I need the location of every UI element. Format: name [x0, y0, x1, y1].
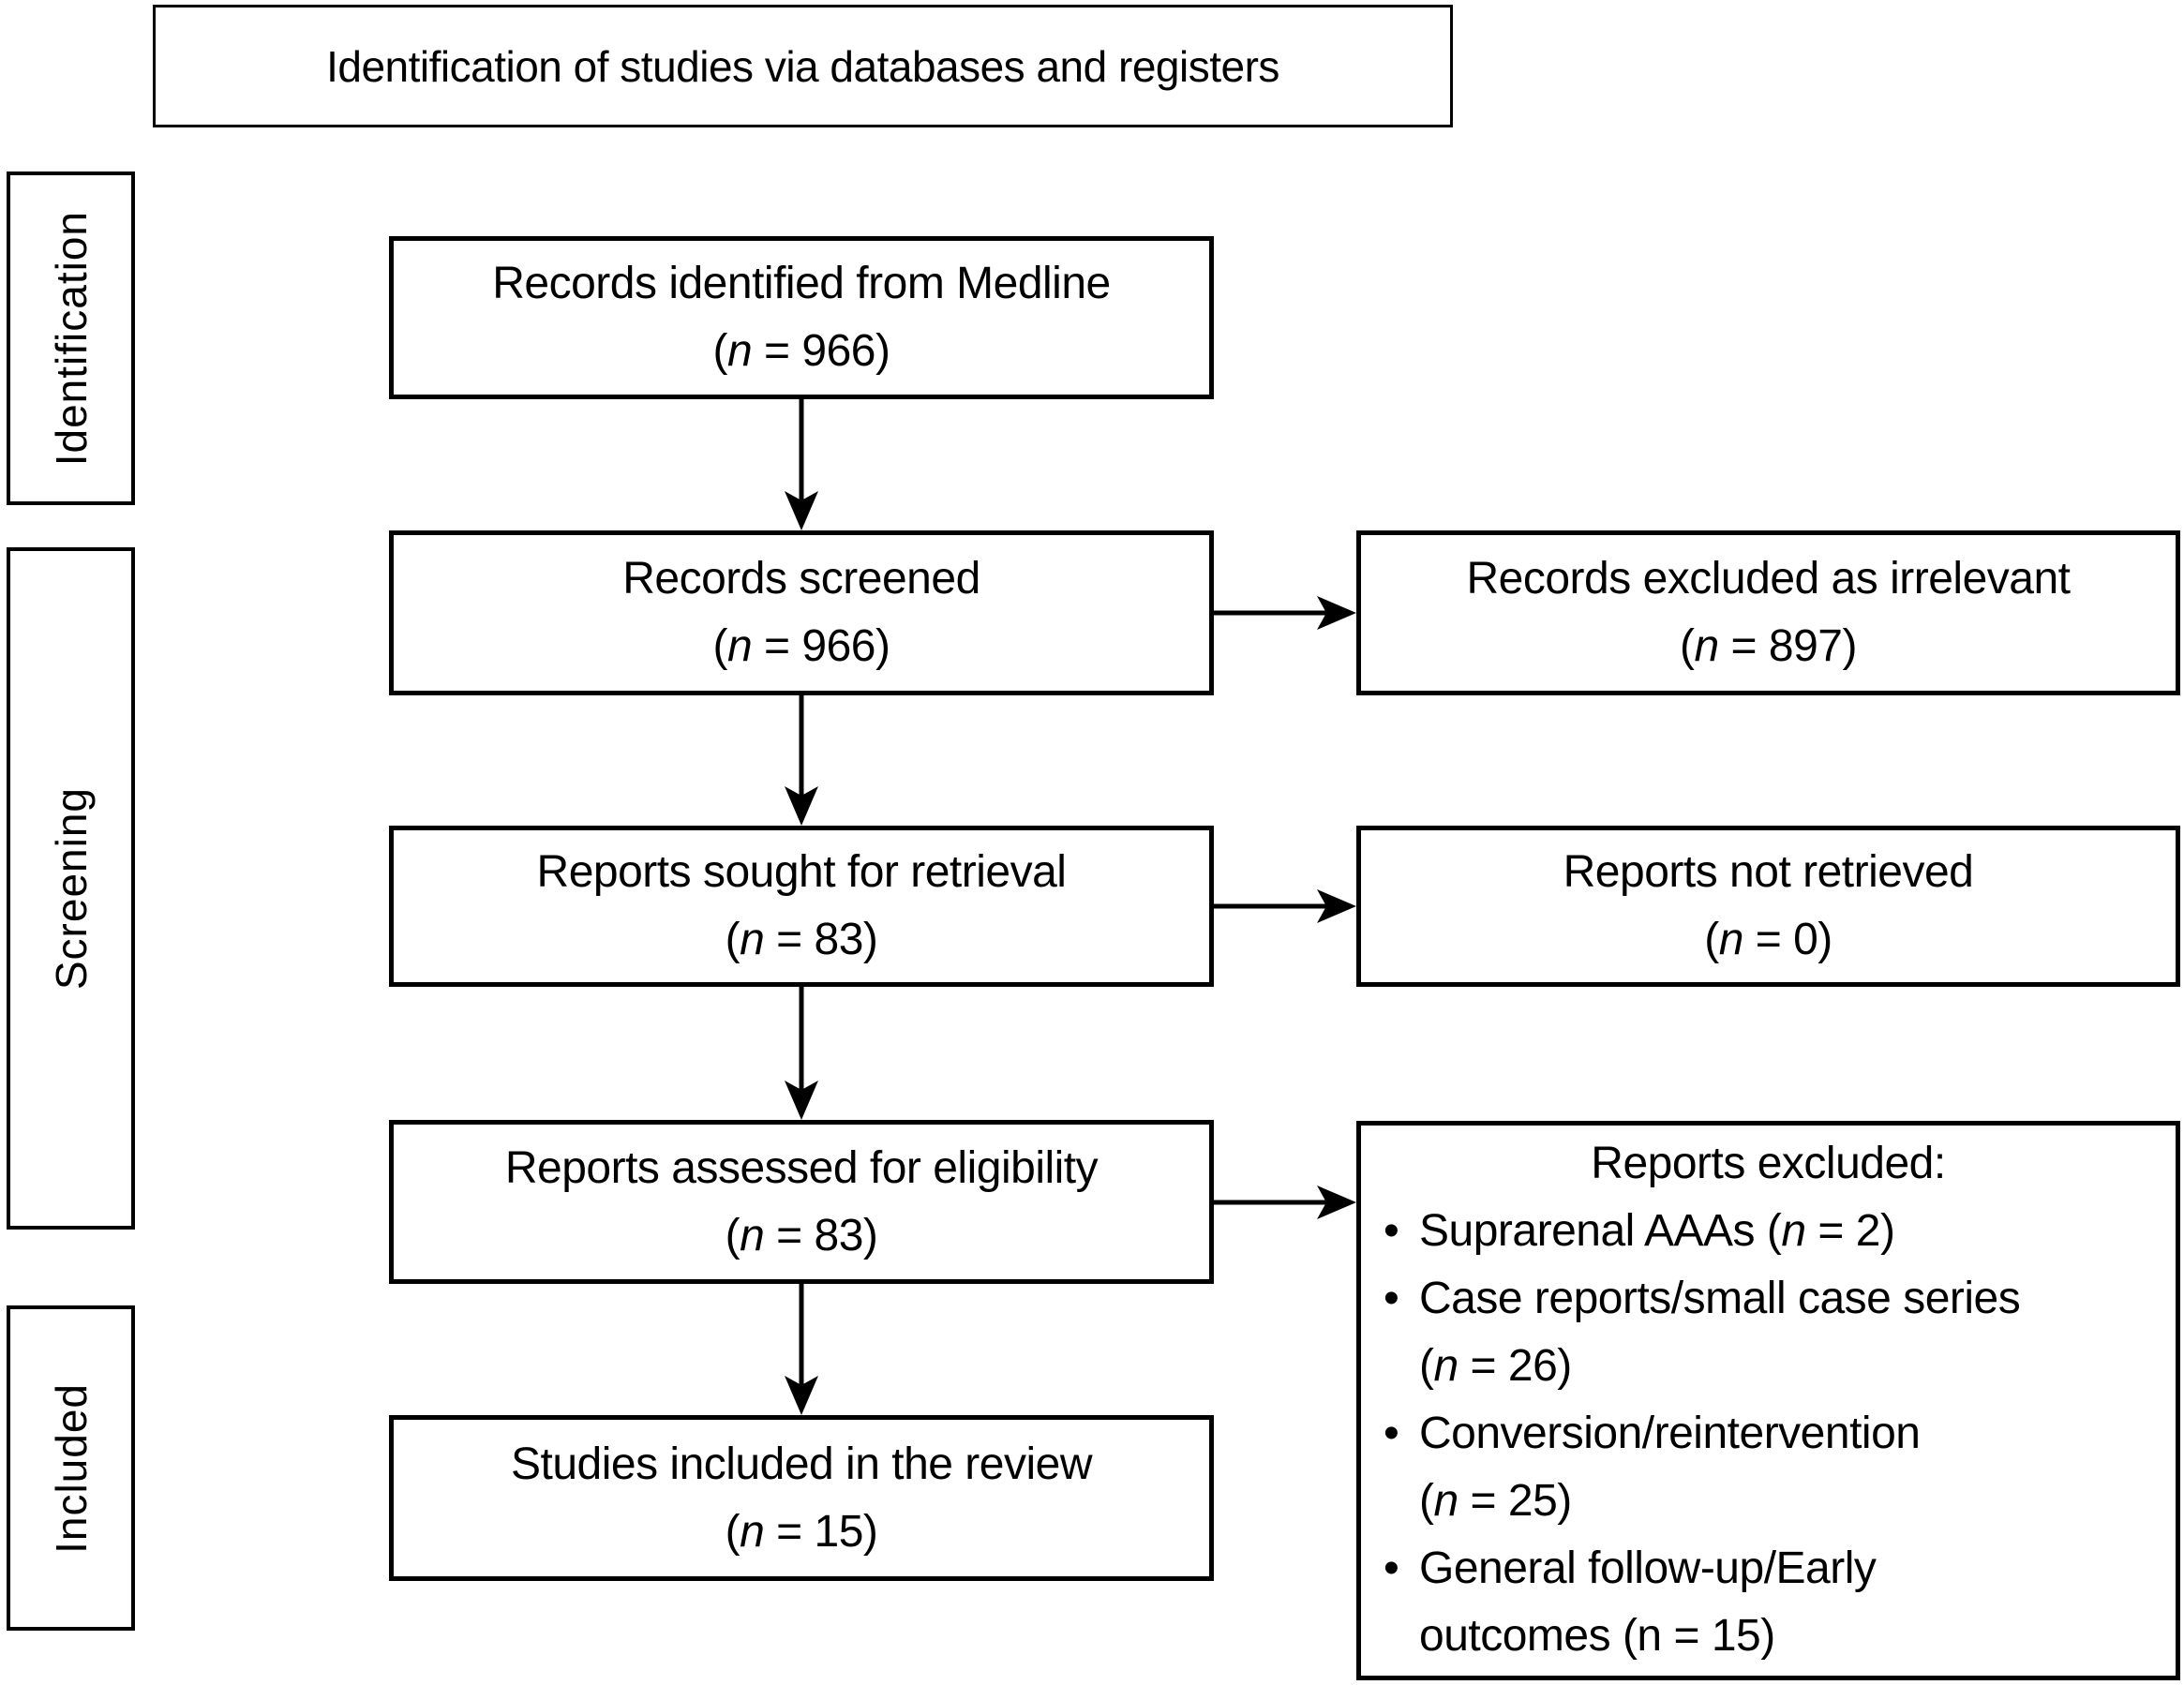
exclusion-reason-line: (n = 26) [1419, 1341, 1572, 1391]
box-count: (n = 83) [725, 915, 878, 964]
stage-label-included [7, 1305, 135, 1631]
bullet-icon: • [1384, 1274, 1399, 1323]
arrow-screened-to-sought [785, 695, 818, 826]
stage-label-screening [7, 547, 135, 1230]
exclusion-reasons-list [1384, 1198, 2153, 1670]
exclusion-reason-line: (n = 25) [1419, 1476, 1572, 1526]
diagram-title: Identification of studies via databases and registers [326, 41, 1279, 91]
arrow-sought-to-assessed [785, 987, 818, 1120]
bullet-icon: • [1384, 1543, 1399, 1593]
box-label: Reports sought for retrieval [536, 847, 1067, 897]
arrow-screened-to-excluded [1214, 596, 1356, 630]
box-label: Records excluded as irrelevant [1466, 554, 2071, 604]
box-count: (n = 966) [712, 621, 890, 671]
exclusion-reason-line: General follow-up/Early [1419, 1543, 1877, 1593]
bullet-icon: • [1384, 1206, 1399, 1256]
exclusion-reason-line: Conversion/reintervention [1419, 1409, 1921, 1458]
exclusion-reason-item [1384, 1535, 2153, 1670]
box-label: Records screened [622, 554, 980, 604]
stage-label-text: Included [46, 1382, 96, 1554]
box-count: (n = 15) [725, 1506, 878, 1557]
exclusion-reason-line: Suprarenal AAAs (n = 2) [1419, 1206, 1895, 1256]
exclusion-reason-item [1384, 1198, 2153, 1265]
box-count: (n = 0) [1704, 915, 1832, 964]
box-studies-included [389, 1415, 1214, 1581]
title-box [153, 5, 1453, 127]
arrow-assessed-to-excluded [1214, 1185, 1356, 1219]
box-reports-sought [389, 826, 1214, 987]
stage-label-text: Identification [46, 210, 96, 467]
arrow-sought-to-not-retrieved [1214, 889, 1356, 923]
box-reports-excluded-reasons [1356, 1121, 2180, 1680]
box-records-identified [389, 236, 1214, 399]
box-count: (n = 897) [1680, 621, 1857, 671]
exclusion-reason-item [1384, 1400, 2153, 1535]
arrow-assessed-to-included [785, 1284, 818, 1415]
exclusion-reason-item [1384, 1265, 2153, 1400]
exclusion-reason-line: outcomes (n = 15) [1419, 1611, 1775, 1661]
box-label: Reports not retrieved [1563, 847, 1974, 897]
box-records-excluded [1356, 530, 2180, 695]
box-label: Studies included in the review [510, 1439, 1093, 1489]
arrow-identified-to-screened [785, 399, 818, 530]
box-count: (n = 966) [712, 326, 890, 376]
box-label: Reports assessed for eligibility [504, 1142, 1099, 1193]
box-records-screened [389, 530, 1214, 695]
box-label: Records identified from Medline [492, 259, 1111, 308]
exclusion-heading: Reports excluded: [1591, 1139, 1946, 1188]
stage-label-identification [7, 171, 135, 505]
box-reports-assessed [389, 1120, 1214, 1284]
exclusion-reason-line: Case reports/small case series [1419, 1274, 2021, 1323]
bullet-icon: • [1384, 1409, 1399, 1458]
stage-label-text: Screening [46, 786, 96, 991]
box-count: (n = 83) [725, 1210, 878, 1260]
box-reports-not-retrieved [1356, 826, 2180, 987]
